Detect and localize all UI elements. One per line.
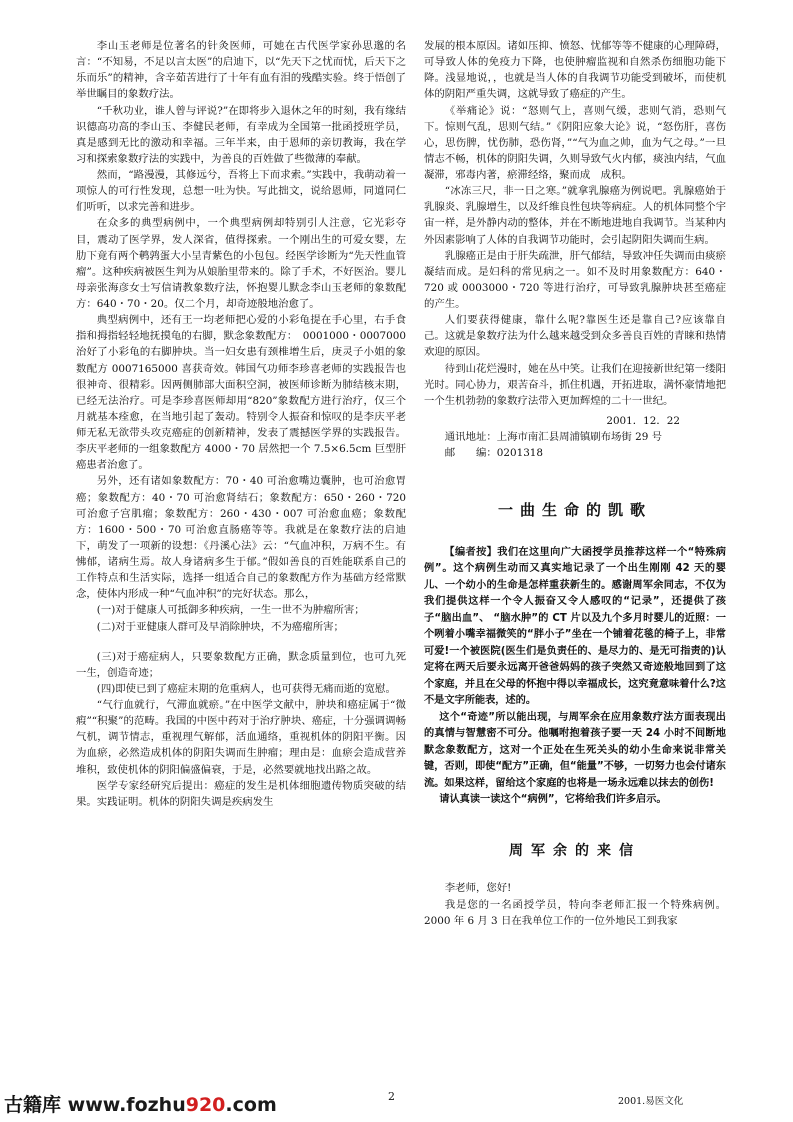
editor-note-paragraph: 【编者按】我们在这里向广大函授学员推荐这样一个“特殊病例”。这个病例生动而又真实地记录了一个出生刚刚 42 天的婴儿、一个幼小的生命是怎样重获新生的。感谢周军余同志，不仅为我们提供这样一个令人振奋又令人感叹的“记录”，还提供了孩子“脑出血”、 “脑水肿”的 CT 片以及九个多月时婴儿的近照：一个咧着小嘴幸福微笑的“胖小子”坐在一个铺着花毯的椅子上，非常可爱!一个被医院(医生们是负责任的、是尽力的、是无可指责的)认定将在两天后要永远离开爸爸妈妈的孩子突然又奇迹般地回到了这个家庭，并且在父母的怀抱中得以幸福成长，这究竟意味着什么?这不是文字所能表，述的。 [424,546,726,707]
mailing-address: 通讯地址：上海市南汇县周浦镇刷布场街 29 号 [444,431,663,443]
paragraph: 然而，“路漫漫，其修远兮，吾将上下而求索。”实践中，我萌动着一项惊人的可行性发现，总想一吐为快。写此拙文，说给恩师，同道同仁们听听，以求完善和进步。 [76,169,406,214]
list-item: (二)对于亚健康人群可及早消除肿块，不为癌瘤所害； [96,620,344,633]
paragraph: 李山玉老师是位著名的针灸医师，可她在古代医学家孙思邈的名言：“不知易，不足以言太医”的启迪下，以“先天下之忧而忧，后天下之乐而乐”的精神，含辛茹苦进行了十年有血有泪的残酷实验。终于悟创了举世瞩目的象数疗法。 [76,40,406,101]
paragraph: “气行血就行，气滞血就瘀。”在中医学文献中，肿块和癌症属于“微瘕”“积聚”的范畴。我国的中医中药对于治疗肿块、癌症，十分强调调畅气机，调节情志，重视理气解郁，活血通络，重视机体的阴阳平衡。因为血瘀，必然造成机体的阴阳失调而生肿瘤；理由是：血瘀会造成营养堆积，致使机体的阴阳偏盛偏衰，于是，必然要就地找出路之故。 [76,699,406,776]
paragraph: 《举痛论》说：“怒则气上，喜则气缓，悲则气消，恐则气下。惊则气乱，思则气结。”《阴阳应象大论》说，“怒伤肝，喜伤心，思伤脾，忧伤肺，恐伤肾，”“气为血之帅，血为气之母。”一旦情志不畅，机体的阴阳失调，久则导致气火内郁，痰浊内结，气血凝滞，邪毒内著，瘀滞经络，聚而成 成积。 [424,104,726,181]
editor-note-paragraph: 这个“奇迹”所以能出现，与周军余在应用象数疗法方面表现出的真情与智慧密不可分。他嘱咐抱着孩子要一天 24 小时不间断地默念象数配方，这对一个正处在生死关头的幼小生命来说非常关键，否则，即使“配方”正确，但“能量”不够，一切努力也会付诸东流。如果这样，留给这个家庭的也将是一场永远难以抹去的创伤! [424,711,726,789]
paragraph: “冰冻三尺，非一日之寒。”就拿乳腺癌为例说吧。乳腺癌始于乳腺炎、乳腺增生，以及纤维良性包块等病症。人的机体同整个宇宙一样，是外静内动的整体，并在不断地进地自我调节。当某种内外因素影响了人体的自我调节功能时，会引起阴阳失调而生病。 [424,185,726,246]
paragraph: 乳腺癌正是由于肝失疏泄，肝气郁结，导致冲任失调而由痰瘀凝结而成。是妇科的常见病之一。如不及时用象数配方：640・720 或 0003000・720 等进行治疗，可导致乳腺肿块甚至癌症的产生。 [424,249,726,310]
paragraph: 另外，还有诸如象数配方：70・40 可治愈嘴边囊肿，也可治愈胃癌；象数配方：40・70 可治愈肾结石；象数配方：650・260・720 可治愈子宫肌瘤；象数配方：260・430・007 可治愈血癌；象数配方：1600・500・70 可治愈直肠癌等等。我就是在象数疗法的启迪下，萌发了一项新的设想：《丹溪心法》云：“气血冲积，万病不生。有怫郁，诸病生焉。故人身诸病多生于郁。”假如善良的百姓能联系自己的工作特点和生活实际，选择一组适合自己的象数配方作为基础方经常默念，使体内形成一种“气血冲积”的完好状态。那么， [76,475,406,601]
page-number: 2 [388,1090,395,1103]
paragraph: 发展的根本原因。诸如压抑、愤怒、忧郁等等不健康的心理障碍，可导致人体的免疫力下降，也使肿瘤监视和自然杀伤细胞功能下降。浅显地说，，也就是当人体的自我调节功能受到破坏，而使机体的阴阳严重失调，这就导致了癌症的产生。 [424,40,726,101]
site-label: 古籍库 [4,1094,62,1116]
paragraph: 人们要获得健康，靠什么呢?靠医生还是靠自己?应该靠自己。这就是象数疗法为什么越来越受到众多善良百姓的青睐和热情欢迎的原因。 [424,314,726,359]
list-item: (三)对于癌症病人，只要象数配方正确，默念质量到位，也可九死一生，创造奇迹； [76,650,406,679]
site-url-suffix: .com [225,1094,277,1116]
paragraph: 待到山花烂漫时，她在丛中笑。让我们在迎接新世纪第一缕阳光时。同心协力，艰苦奋斗，抓住机遇，开拓进取，满怀豪情地把一个生机勃勃的象数疗法带入更加辉煌的二十一世纪。 [424,362,726,407]
list-item: (一)对于健康人可抵御多种疾病，一生一世不为肿瘤所害； [96,604,365,617]
paragraph: 典型病例中，还有王一均老师把心爱的小彩龟提在手心里，右手食指和拇指轻轻地抚摸龟的右脚，默念象数配方： 0001000・0007000 治好了小彩龟的右脚肿块。当一妇女患有颈椎增生后，庚灵子小姐的象数配方 0007165000 喜获奇效。韩国气功师李珍喜老师的实践报告也很神奇、很精彩。因两侧肺部大面积空洞，被医师诊断为肺结核末期，已经无法治疗。可是李珍喜医师却用“820”象数配方进行治疗，仅三个月就基本痊愈，在当地引起了轰动。特别令人振奋和惊叹的是李庆平老师无私无欲带头攻克癌症的创新精神，发表了震撼医学界的实践报告。李庆平老师的一组象数配方 4000・70 居然把一个 7.5×6.5cm 巨型肝癌患者治愈了。 [76,314,406,472]
right-column [424,38,726,929]
postcode: 邮 编：0201318 [444,447,544,460]
paragraph: 在众多的典型病例中，一个典型病例却特别引人注意，它光彩夺目，震动了医学界，发人深省，值得探索。一个刚出生的可爱女婴，左肋下竟有两个鹌鹑蛋大小呈青紫色的小包包。经医学诊断为“先天性血管瘤”。这种疾病被医生判为从娘胎里带来的。除了手术，不好医治。婴儿母亲张海彦女士写信请教象数疗法，怀抱婴儿默念李山玉老师的象数配方：640・70・20。仅二个月，却奇迹般地治愈了。 [76,217,406,310]
paragraph: 医学专家经研究后提出：癌症的发生是机体细胞遗传物质突破的结果。实践证明。机体的阴阳失调是疾病发生 [76,779,406,808]
left-column [76,38,406,810]
list-item: (四)即使已到了癌症末期的危重病人，也可获得无痛而逝的宽慰。 [96,682,396,695]
letter-title: 周军余的来信 [509,842,641,859]
site-watermark [4,1090,277,1117]
paragraph: “千秋功业，谁人曾与评说?”在即将步入退休之年的时刻，我有缘结识德高功高的李山玉、李健民老师，有幸成为全国第一批函授班学员，真是感到无比的激动和幸福。三年半来，由于恩师的亲切教诲，我在学习和探索象数疗法的实践中，为善良的百姓做了些微薄的奉献。 [76,104,406,165]
footer-publication: 2001.易医文化 [618,1096,684,1107]
site-url-prefix: www.fozhu [67,1094,186,1116]
site-url-number: 920 [185,1094,226,1116]
editor-note [424,545,726,809]
editor-note-paragraph: 请认真读一读这个“病例”，它将给我们许多启示。 [439,794,667,806]
paragraph: 我是您的一名函授学员，特向李老师汇报一个特殊病例。2000 年 6 月 3 日在我单位工作的一位外地民工到我家 [424,898,726,927]
article-date: 2001．12．22 [606,414,680,427]
article-title: 一曲生命的凯歌 [497,501,652,520]
letter-greeting: 李老师，您好! [444,882,512,895]
